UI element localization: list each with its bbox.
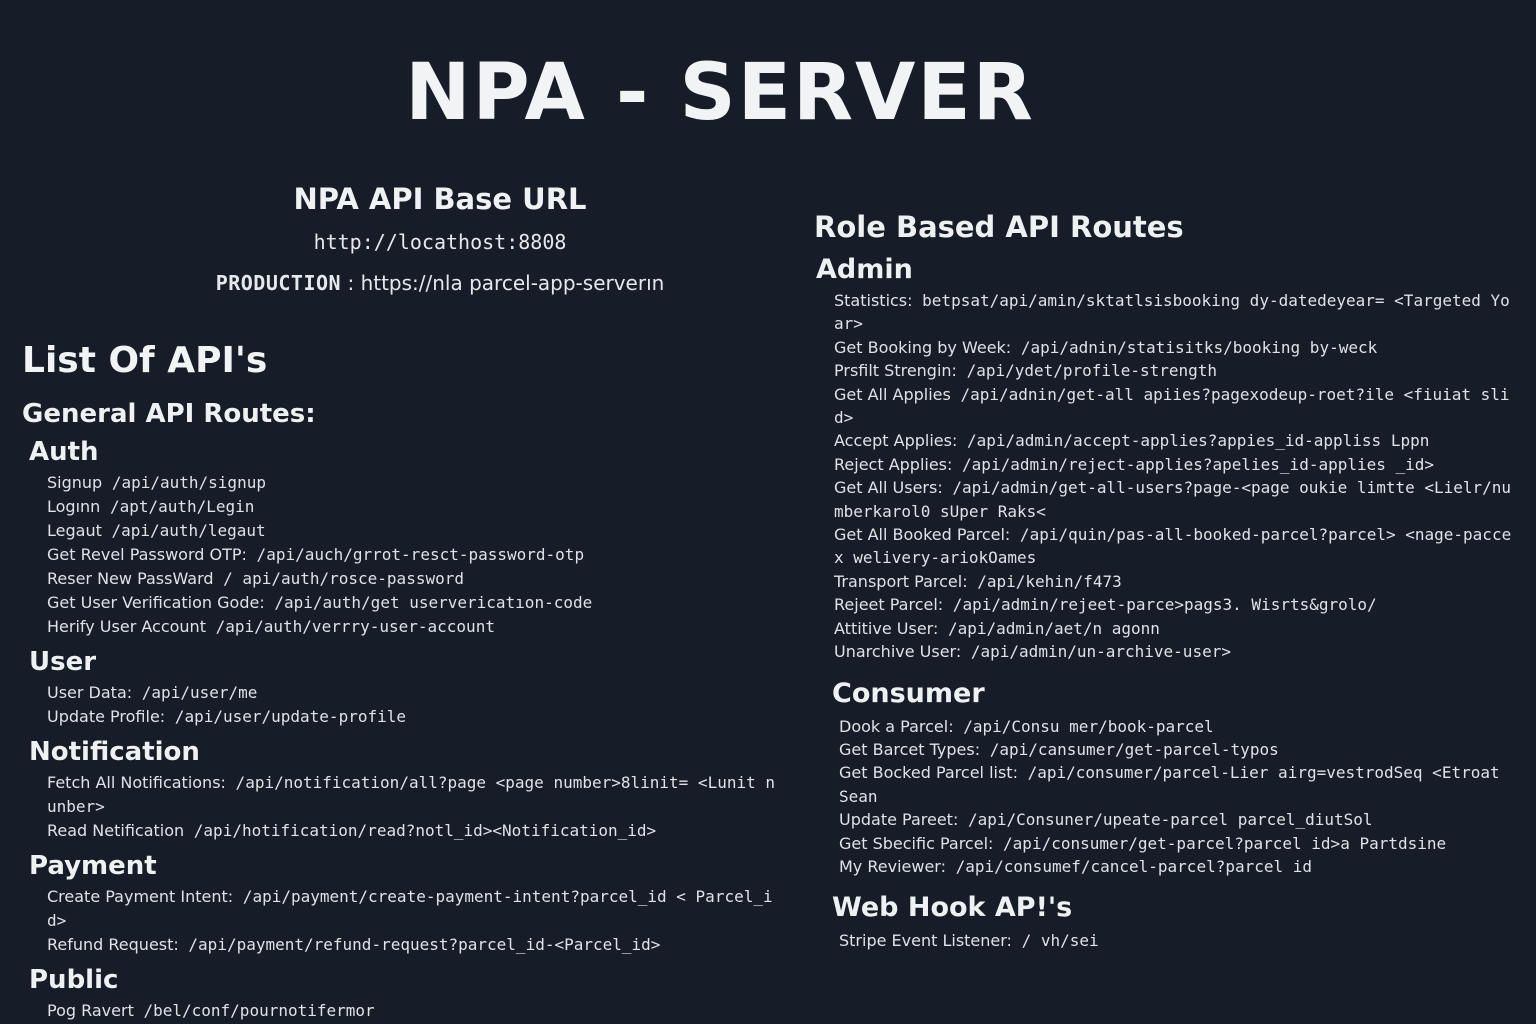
route-public[interactable] (47, 999, 782, 1023)
route-label: Get Booking by Week: (834, 337, 1012, 357)
section-notification (22, 737, 782, 843)
route-update-profile[interactable] (47, 705, 782, 729)
route-path: /api/payment/create-payment-intent?parcel_id < Parcel_id> (47, 887, 773, 930)
route-get-all-booked-parcel[interactable] (834, 523, 1514, 570)
route-path: betpsat/api/amin/sktatlsisbooking dy-datedeyear= <Targeted Yoar> (834, 291, 1510, 334)
route-label: Transport Parcel: (834, 571, 968, 591)
route-logout[interactable] (47, 519, 782, 543)
route-label: Create Payment Intent: (47, 887, 234, 906)
section-admin (814, 254, 1514, 664)
route-path: /api/auth/verrry-user-account (205, 617, 495, 636)
route-cancel-parcel[interactable] (839, 855, 1514, 878)
local-url[interactable]: http://locathost:8808 (313, 230, 567, 254)
role-routes-title: Role Based API Routes (814, 210, 1184, 244)
route-label: Statistics: (834, 291, 913, 310)
route-path: /api/auth/signup (102, 473, 266, 492)
route-accept-applies[interactable] (834, 429, 1514, 452)
production-separator: : (341, 271, 361, 295)
route-verification-code[interactable] (47, 591, 782, 615)
general-routes-title: General API Routes: (22, 399, 316, 429)
route-label: Pog Ravert (47, 1001, 134, 1020)
route-path: /api/hotification/read?notl_id><Notification_id> (184, 821, 657, 840)
route-label: User Data: (47, 683, 133, 702)
production-url[interactable]: https://nla parcel-app-serverın (360, 271, 665, 295)
route-path: /api/quin/pas-all-booked-parcel?parcel> <nage-paccex welivery-ariokOames (834, 525, 1512, 568)
section-title-webhook: Web Hook AP!'s (832, 892, 1073, 924)
route-path: /api/adnin/statisitks/booking by-weck (1011, 337, 1378, 357)
section-payment (22, 851, 782, 957)
route-path: / vh/sei (1011, 931, 1099, 951)
route-reset-password-otp[interactable] (47, 543, 782, 567)
route-label: Refund Request: (47, 935, 179, 954)
route-fetch-notifications[interactable] (47, 771, 782, 819)
route-verify-account[interactable] (47, 615, 782, 639)
section-title-consumer: Consumer (832, 677, 985, 709)
route-path: /api/auch/grrot-resct-password-otp (246, 545, 585, 564)
route-path: /api/admin/aet/n agonn (938, 618, 1160, 638)
route-login[interactable] (47, 495, 782, 519)
route-label: Dook a Parcel: (839, 716, 954, 736)
route-book-parcel[interactable] (839, 715, 1514, 738)
route-path: /api/admin/rejeet-parce>pags3. Wisrts&grolo/ (943, 595, 1377, 615)
route-path: /bel/conf/pournotifermor (133, 1001, 375, 1020)
route-label: My Reviewer: (839, 856, 946, 876)
route-label: Fetch All Notifications: (47, 773, 226, 792)
route-label: Attitive User: (834, 618, 939, 638)
route-label: Get All Users: (834, 478, 943, 498)
route-unarchive-user[interactable] (834, 640, 1514, 663)
route-path: /api/ydet/profile-strength (956, 361, 1218, 381)
route-path: /api/admin/un-archive-user> (961, 642, 1231, 662)
route-path: /api/admin/accept-applies?appies_id-appliss Lppn (957, 431, 1430, 451)
route-label: Get All Applies (834, 384, 951, 404)
route-path: /api/user/me (132, 683, 258, 702)
route-archive-user[interactable] (834, 617, 1514, 640)
general-routes-column (22, 340, 782, 1023)
page-title: NPA - SERVER (405, 48, 1035, 138)
route-user-data[interactable] (47, 681, 782, 705)
route-path: /api/consumef/cancel-parcel?parcel id (945, 856, 1313, 876)
route-stripe-listener[interactable] (839, 929, 1514, 952)
route-label: Update Pareet: (839, 810, 959, 830)
route-label: Get Bocked Parcel list: (839, 763, 1018, 783)
section-auth (22, 437, 782, 639)
route-booked-parcel-list[interactable] (839, 761, 1514, 808)
route-parcel-types[interactable] (839, 738, 1514, 761)
route-path: / api/auth/rosce-password (213, 569, 464, 588)
section-title-admin: Admin (816, 254, 913, 285)
route-path: /api/auth/get uservericatıon-code (264, 593, 593, 612)
route-profile-strength[interactable] (834, 359, 1514, 382)
route-reject-parcel[interactable] (834, 593, 1514, 616)
route-label: Signup (47, 473, 103, 492)
section-webhook (814, 892, 1514, 952)
route-label: Stripe Event Listener: (839, 931, 1012, 951)
section-title-notification: Notification (29, 737, 200, 767)
route-path: /api/admin/get-all-users?page-<page oukie limtte <Lielr/numberkarol0 sUper Raks< (834, 478, 1512, 521)
route-label: Update Profile: (47, 707, 166, 726)
route-path: /api/Consuner/upeate-parcel parcel_diutSol (958, 810, 1373, 830)
route-label: Unarchive User: (834, 642, 962, 662)
section-user (22, 647, 782, 729)
section-title-auth: Auth (29, 437, 99, 467)
route-specific-parcel[interactable] (839, 832, 1514, 855)
base-url-panel (150, 182, 730, 295)
route-get-all-applies[interactable] (834, 383, 1514, 430)
route-path: /api/cansumer/get-parcel-typos (980, 739, 1279, 759)
route-path: /api/auth/legaut (101, 521, 266, 540)
route-path: /api/admin/reject-applies?apelies_id-applies _id> (952, 454, 1435, 474)
route-label: Reject Applies: (834, 454, 953, 474)
route-label: Get User Verification Gode: (47, 593, 265, 612)
section-consumer (814, 678, 1514, 879)
route-label: Logınn (47, 497, 101, 516)
route-statistics[interactable] (834, 289, 1514, 336)
route-update-parcel[interactable] (839, 808, 1514, 831)
route-label: Accept Applies: (834, 431, 958, 451)
route-refund-request[interactable] (47, 933, 782, 957)
route-path: /api/consumer/get-parcel?parcel id>a Partdsine (993, 833, 1447, 853)
route-path: /api/user/update-profile (165, 707, 406, 726)
route-path: /api/Consu mer/book-parcel (953, 716, 1214, 736)
route-path: /api/payment/refund-request?parcel_id-<Parcel_id> (178, 935, 661, 954)
route-path: /api/consumer/parcel-Lier airg=vestrodSeq <Etroat Sean (839, 763, 1510, 806)
route-reject-applies[interactable] (834, 453, 1514, 476)
route-path: /apt/auth/Legin (100, 497, 255, 516)
route-label: Get All Booked Parcel: (834, 525, 1011, 545)
route-label: Legaut (47, 521, 102, 540)
route-create-payment-intent[interactable] (47, 885, 782, 933)
base-url-heading: NPA API Base URL (293, 182, 587, 216)
route-path: /api/notification/all?page <page number>8linit= <Lunit nunber> (47, 773, 775, 816)
route-label: Reser New PassWard (47, 569, 214, 588)
role-routes-column (814, 210, 1514, 953)
section-public (22, 965, 782, 1023)
route-label: Rejeet Parcel: (834, 595, 944, 615)
route-transport-parcel[interactable] (834, 570, 1514, 593)
route-signup[interactable] (47, 471, 782, 495)
section-title-payment: Payment (29, 851, 157, 881)
route-label: Read Netification (47, 821, 185, 840)
section-title-user: User (29, 647, 97, 677)
route-reset-password[interactable] (47, 567, 782, 591)
route-label: Get Revel Password OTP: (47, 545, 247, 564)
section-title-public: Public (29, 965, 119, 995)
route-booking-by-week[interactable] (834, 336, 1514, 359)
route-label: Get Sbecific Parcel: (839, 833, 994, 853)
route-path: /api/kehin/f473 (967, 571, 1122, 591)
route-label: Herify User Account (47, 617, 206, 636)
route-read-notification[interactable] (47, 819, 782, 843)
route-label: Get Barcet Types: (839, 739, 981, 759)
list-title: List Of API's (22, 340, 268, 381)
route-get-all-users[interactable] (834, 476, 1514, 523)
route-path: /api/adnin/get-all apiies?pagexodeup-roet?ile <fiuiat slid> (834, 384, 1510, 428)
route-label: Prsfilt Strengin: (834, 361, 957, 381)
production-line (150, 271, 730, 295)
production-label: PRODUCTION (215, 271, 342, 295)
